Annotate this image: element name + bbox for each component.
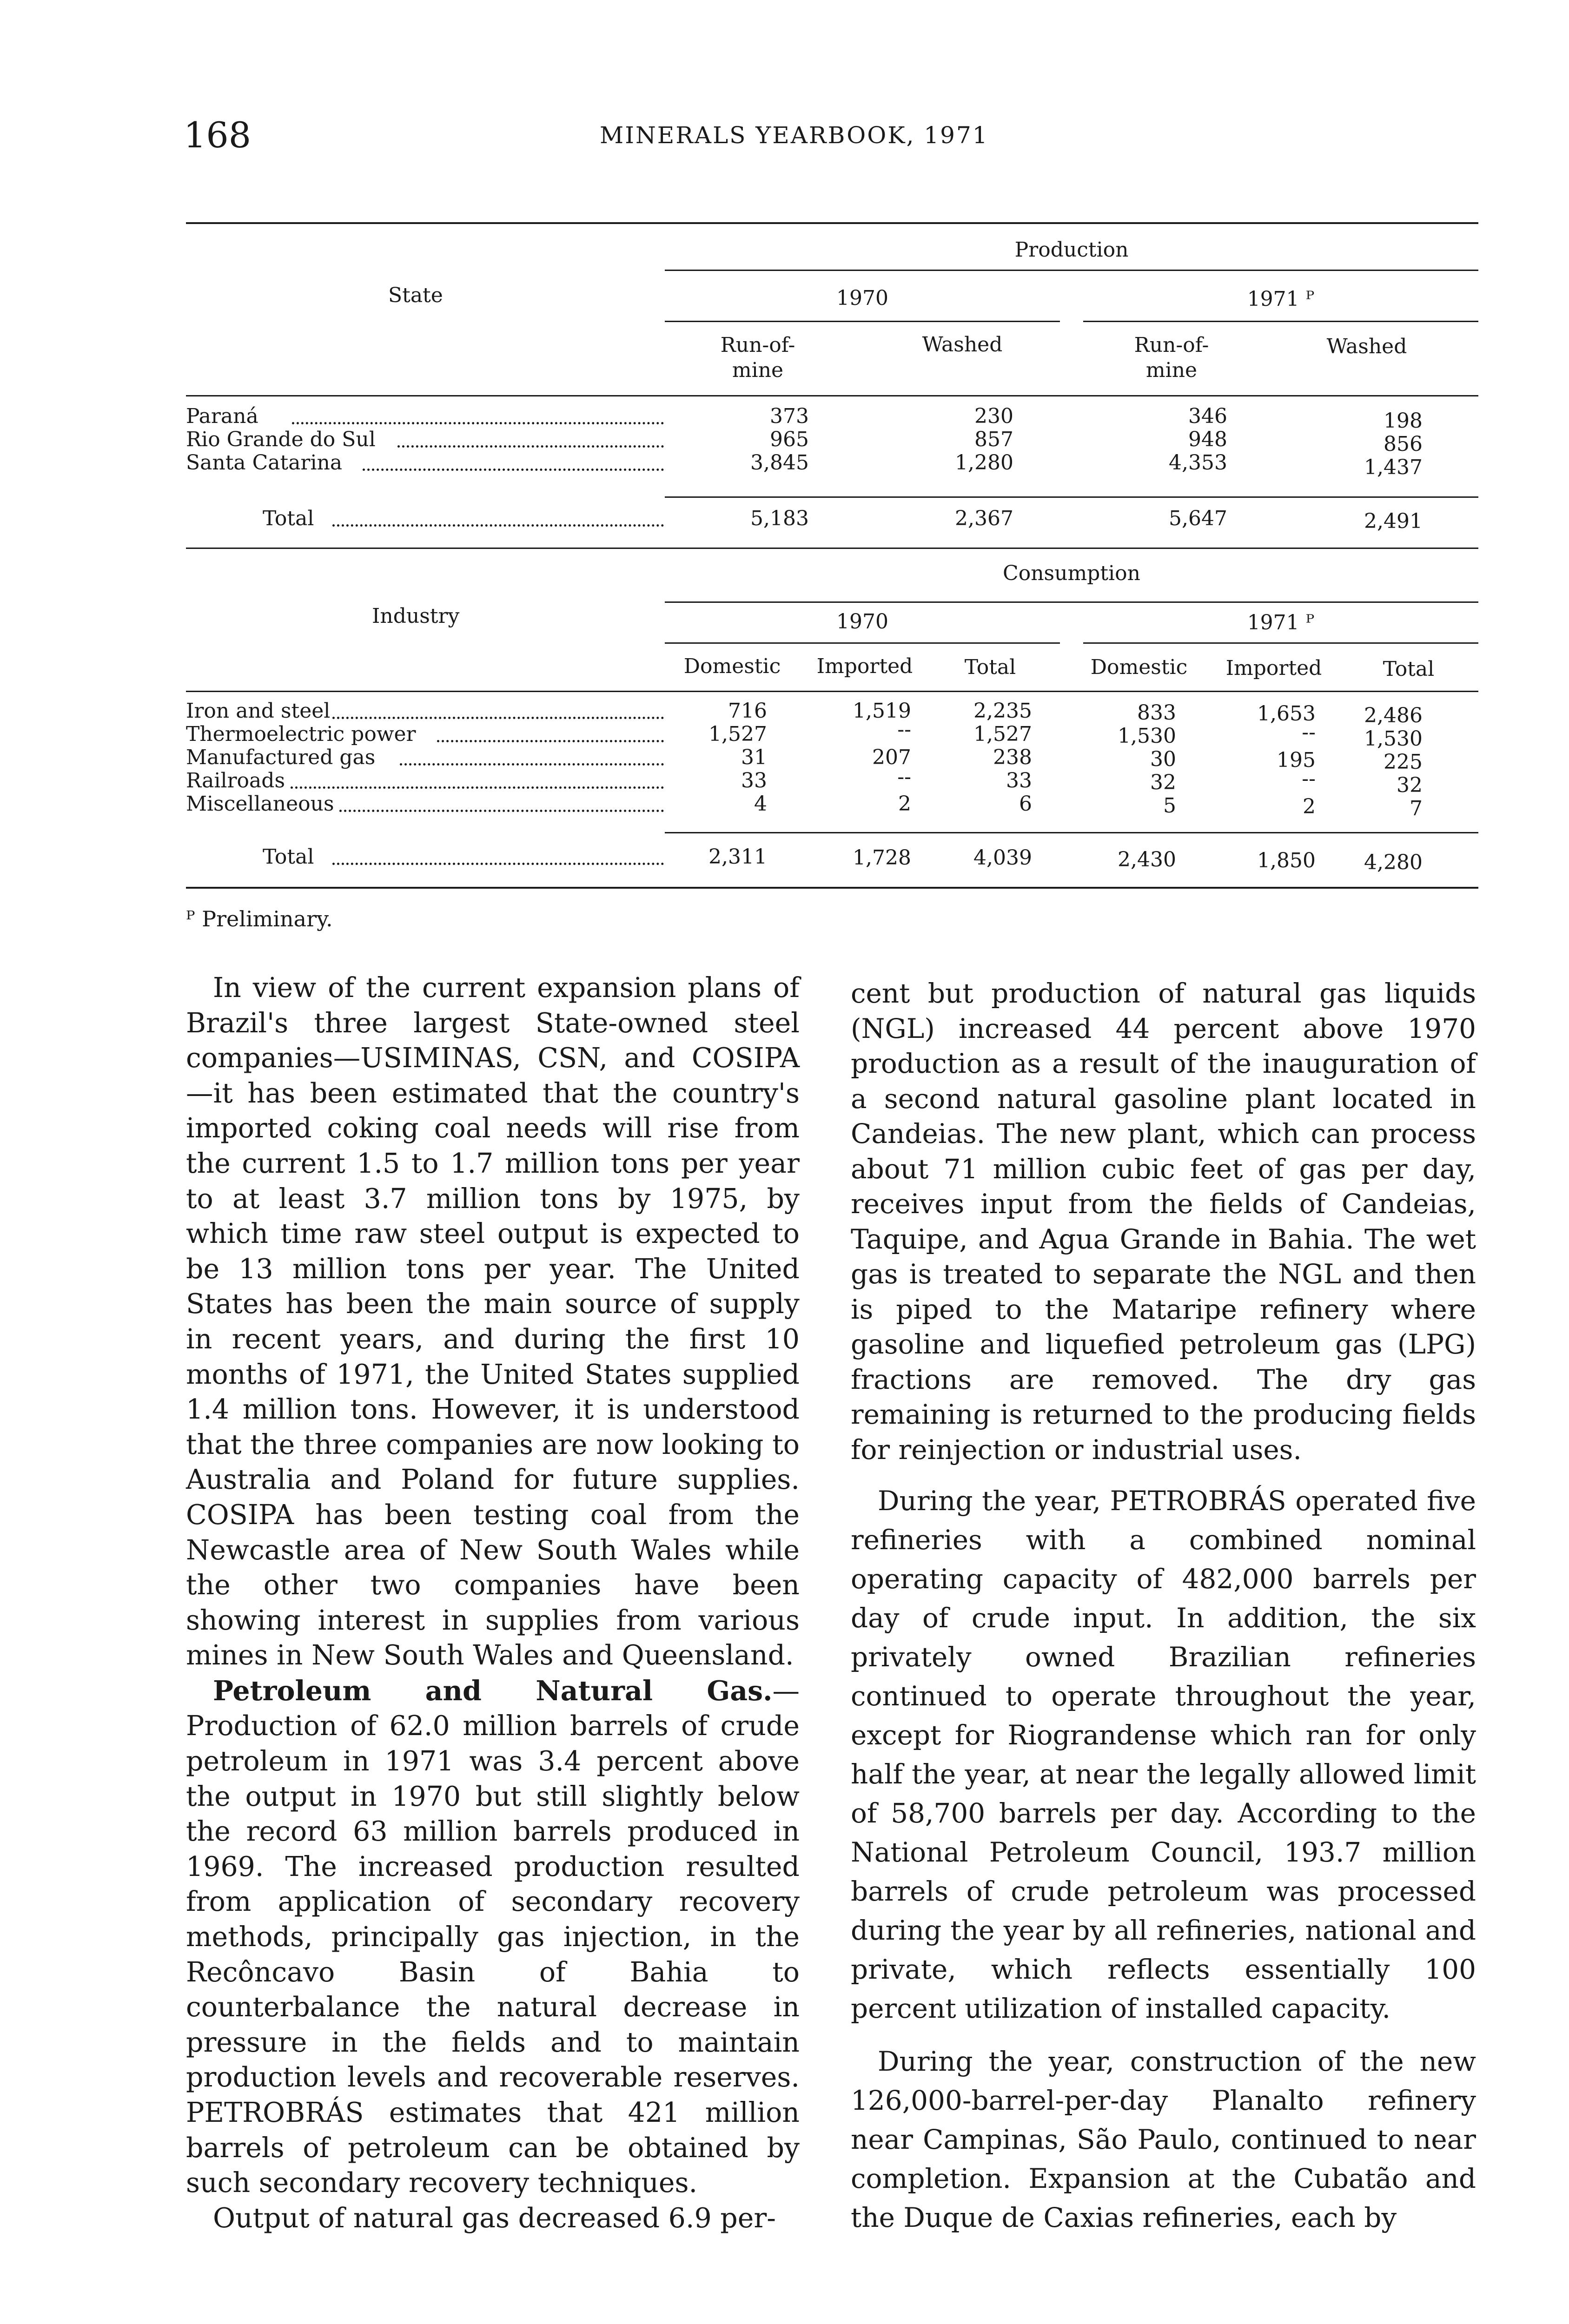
row-label: Miscellaneous (186, 792, 334, 816)
cell: 1,519 (853, 699, 911, 723)
row-label: Rio Grande do Sul (186, 428, 376, 451)
cell: 1,527 (708, 722, 767, 746)
running-header: MINERALS YEARBOOK, 1971 (600, 122, 989, 149)
table-separator-rule (186, 548, 1478, 549)
cell: 856 (1384, 432, 1423, 456)
paragraph: During the year, construction of the new 126,000-barrel-per-day Planalto refinery near Campinas, São Paulo, continued to near completion. Expansion at the Cubatão and the Duque de Caxias refineries, each by (851, 2046, 1476, 2233)
cell: 716 (728, 699, 767, 723)
leader-dots (363, 469, 664, 471)
col-run-of-mine-1971: Run-of-mine (1134, 333, 1209, 382)
year-1971-rule (1083, 642, 1478, 644)
cell: 833 (1137, 701, 1176, 725)
cell: 965 (770, 428, 809, 451)
table-top-rule (186, 222, 1478, 224)
cell: 4,039 (973, 846, 1032, 870)
cell: 4,353 (1169, 451, 1227, 475)
cell: 32 (1397, 773, 1423, 797)
total-rule (665, 496, 1478, 498)
col-domestic-1971: Domestic (1090, 655, 1188, 679)
row-label: Total (263, 845, 314, 869)
body-right-column (851, 976, 1476, 2237)
col-imported-1971: Imported (1225, 656, 1322, 680)
paragraph: cent but production of natural gas liquids (NGL) increased 44 percent above 1970 production as a result of the inauguration of a second natural gasoline plant located in Candeias. The new plant, which can process about 71 million cubic feet of gas per day, receives input from the fields of Candeias, Taquipe, and Agua Grande in Bahia. The wet gas is treated to separate the NGL and then is piped to the Mataripe refinery where gasoline and liquefied petroleum gas (LPG) fractions are removed. The dry gas remaining is returned to the producing fields for reinjection or industrial uses. (851, 977, 1476, 1466)
cell: 31 (741, 746, 767, 769)
cell: 230 (974, 404, 1013, 428)
row-label: Manufactured gas (186, 746, 376, 769)
cell: 4 (754, 792, 767, 816)
cell: 1,437 (1364, 456, 1423, 479)
cell: 7 (1410, 797, 1423, 820)
year-1970-rule (665, 321, 1060, 322)
year-1970: 1970 (836, 286, 888, 310)
table-bottom-rule (186, 887, 1478, 889)
stub-header-industry: Industry (372, 604, 460, 628)
cell: 2,491 (1364, 509, 1423, 533)
leader-dots (292, 422, 664, 424)
col-washed-1971: Washed (1326, 335, 1407, 358)
cell: 33 (741, 769, 767, 792)
cell: 1,728 (853, 846, 911, 870)
year-1971-rule (1083, 321, 1478, 322)
production-group-header: Production (1014, 238, 1129, 262)
cell: 238 (993, 746, 1032, 769)
cell: 33 (1006, 769, 1032, 792)
stub-header-state: State (388, 284, 443, 307)
cell: 2,486 (1364, 704, 1423, 727)
cell: 948 (1188, 428, 1227, 451)
section-heading: Petroleum and Natural Gas. (213, 1674, 773, 1707)
leader-dots (400, 763, 664, 766)
leader-dots (437, 740, 664, 742)
consumption-group-rule (665, 601, 1478, 603)
paragraph: Output of natural gas decreased 6.9 per- (213, 2202, 776, 2234)
page-number: 168 (184, 114, 252, 156)
body-left-column (186, 971, 800, 2236)
cell: 207 (872, 746, 911, 769)
cell: 373 (770, 404, 809, 428)
leader-dots (332, 863, 664, 865)
cell: -- (897, 765, 911, 789)
col-domestic-1970: Domestic (683, 654, 781, 678)
cell: 2,367 (955, 507, 1013, 530)
total-rule (665, 832, 1478, 833)
cell: 198 (1384, 409, 1423, 433)
cell: 2,311 (708, 845, 767, 869)
cell: 1,653 (1257, 702, 1316, 726)
cell: 1,530 (1364, 727, 1423, 751)
cell: 5,647 (1169, 507, 1227, 530)
production-group-rule (665, 270, 1478, 271)
cell: 346 (1188, 404, 1227, 428)
cell: 2 (898, 792, 911, 816)
leader-dots (339, 810, 664, 812)
row-label: Paraná (186, 404, 258, 428)
cell: 2,430 (1118, 848, 1176, 872)
cell: 4,280 (1364, 851, 1423, 874)
year-1970-rule (665, 642, 1060, 644)
cell: 5 (1163, 794, 1176, 818)
row-label: Thermoelectric power (186, 722, 416, 746)
cell: 1,280 (955, 451, 1013, 475)
cell: 5,183 (750, 507, 809, 530)
year-1971: 1971 ᴾ (1247, 287, 1315, 311)
consumption-group-header: Consumption (1003, 561, 1140, 585)
col-total-1971: Total (1383, 657, 1435, 681)
cell: 2 (1303, 795, 1316, 819)
row-label: Santa Catarina (186, 451, 343, 475)
cell: 1,530 (1118, 724, 1176, 748)
cell: 225 (1384, 750, 1423, 774)
col-run-of-mine-1970: Run-of-mine (720, 333, 795, 382)
paragraph (186, 1673, 800, 2201)
year-1971: 1971 ᴾ (1247, 611, 1315, 634)
col-total-1970: Total (964, 655, 1016, 679)
footnote: ᴾ Preliminary. (186, 906, 333, 931)
header-bottom-rule (186, 691, 1478, 692)
cell: 857 (974, 428, 1013, 451)
cell: -- (1302, 767, 1316, 791)
cell: 3,845 (750, 451, 809, 475)
cell: -- (1302, 720, 1316, 744)
cell: -- (897, 718, 911, 741)
paragraph: In view of the current expansion plans of Brazil's three largest State-owned steel companies—USIMINAS, CSN, and COSIPA —it has been estimated that the country's imported coking coal needs will rise from the current 1.5 to 1.7 million tons per year to at least 3.7 million tons by 1975, by which time raw steel output is expected to be 13 million tons per year. The United States has been the main source of supply in recent years, and during the first 10 months of 1971, the United States supplied 1.4 million tons. However, it is understood that the three companies are now looking to Australia and Poland for future supplies. COSIPA has been testing coal from the Newcastle area of New South Wales while the other two companies have been showing interest in supplies from various mines in New South Wales and Queensland. (186, 972, 800, 1671)
cell: 32 (1150, 771, 1176, 794)
header-bottom-rule (186, 395, 1478, 396)
cell: 6 (1019, 792, 1032, 816)
col-imported-1970: Imported (816, 654, 913, 678)
col-washed-1970: Washed (922, 333, 1003, 357)
row-label: Railroads (186, 769, 285, 792)
cell: 30 (1150, 747, 1176, 771)
cell: 195 (1277, 748, 1316, 772)
paragraph: During the year, PETROBRÁS operated five refineries with a combined nominal operating capacity of 482,000 barrels per day of crude input. In addition, the six privately owned Brazilian refineries continued to operate throughout the year, except for Riograndense which ran for only half the year, at near the legally allowed limit of 58,700 barrels per day. According to the National Petroleum Council, 193.7 million barrels of crude petroleum was processed during the year by all refineries, national and private, which reflects essentially 100 percent utilization of installed capacity. (851, 1485, 1476, 2024)
leader-dots (291, 786, 664, 789)
leader-dots (332, 717, 664, 719)
cell: 1,527 (973, 722, 1032, 746)
row-label: Iron and steel (186, 699, 331, 723)
paragraph-text: —Production of 62.0 million barrels of crude petroleum in 1971 was 3.4 percent above the output in 1970 but still slightly below the record 63 million barrels produced in 1969. The increased production resulted from application of secondary recovery methods, principally gas injection, in the Recôncavo Basin of Bahia to counterbalance the natural decrease in pressure in the fields and to maintain production levels and recoverable reserves. PETROBRÁS estimates that 421 million barrels of petroleum can be obtained by such secondary recovery techniques. (186, 1675, 800, 2199)
leader-dots (397, 445, 664, 448)
year-1970: 1970 (836, 610, 888, 634)
cell: 2,235 (973, 699, 1032, 723)
row-label: Total (263, 507, 314, 530)
leader-dots (332, 524, 664, 527)
cell: 1,850 (1257, 849, 1316, 872)
